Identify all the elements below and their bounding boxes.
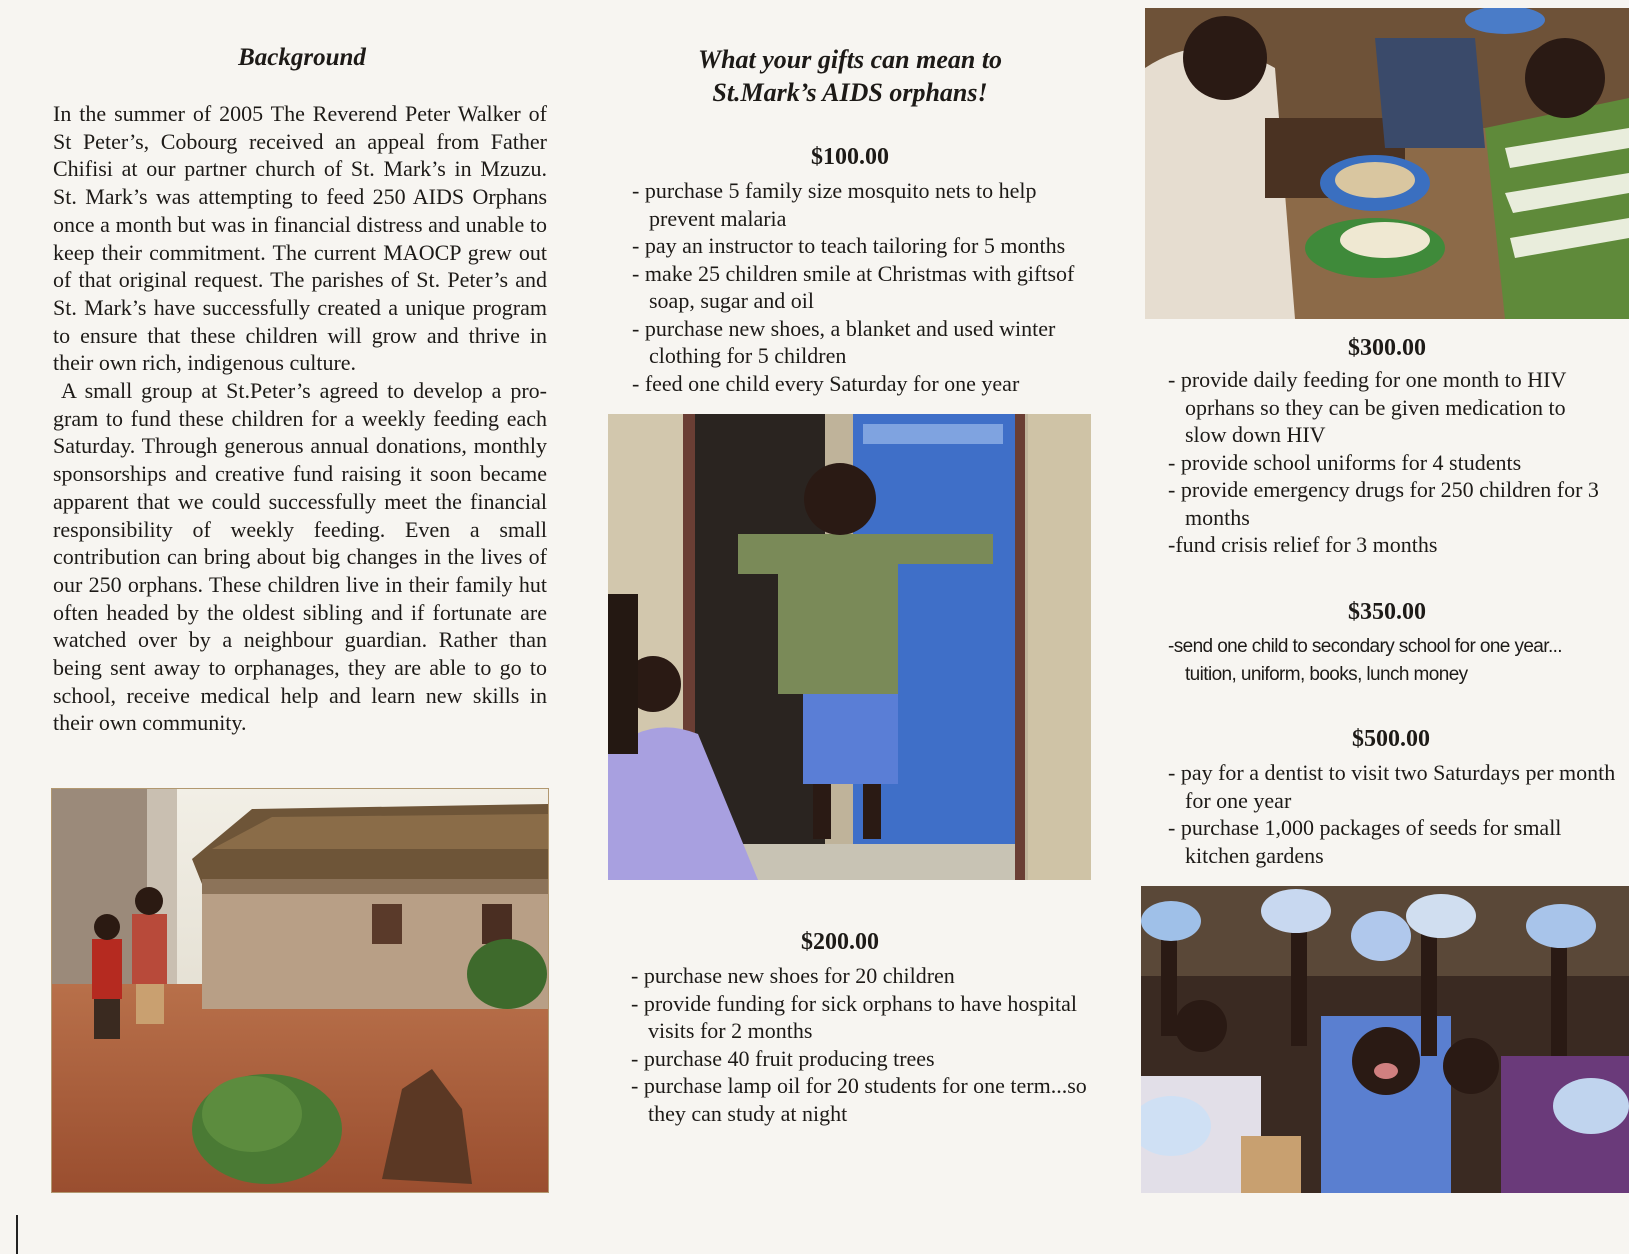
list-item: - pay for a dentist to visit two Saturdays per month for one year: [1168, 760, 1616, 813]
list-item: - make 25 children smile at Christmas with giftsof soap, sugar and oil: [632, 260, 1075, 313]
list-item: - purchase 5 family size mosquito nets to help prevent malaria: [632, 178, 1037, 231]
list-item: -fund crisis relief for 3 months: [1168, 532, 1438, 557]
background-paragraph-1: In the summer of 2005 The Reverend Peter Walker of St Peter’s, Cobourg received an appeal from Father Chifisi at our partner church of St. Mark’s in Mzuzu. St. Mark’s was attempting to feed 250 AIDS Orphans once a month but was in financial distress and unable to keep their commitment. The current MAOCP grew out of that original request. The parishes of St. Peter’s and St. Mark’s have successfully created a unique program to ensure that these children will grow and thrive in their own rich, indigenous culture.: [53, 101, 547, 376]
list-item: - purchase 40 fruit producing trees: [631, 1045, 935, 1071]
list-item: - purchase new shoes for 20 children: [631, 963, 955, 988]
tier-items-100: [632, 177, 1092, 397]
tier-items-200: [631, 962, 1091, 1127]
list-item: - provide funding for sick orphans to have hospital visits for 2 months: [631, 990, 1078, 1043]
tier-amount-500: $500.00: [1352, 726, 1430, 752]
tier-items-350: [1168, 633, 1608, 688]
tier-items-500: [1168, 759, 1623, 869]
list-item: - provide school uniforms for 4 students: [1168, 449, 1522, 475]
list-item: - feed one child every Saturday for one year: [632, 370, 1020, 396]
child-in-doorway-photo: [608, 414, 1091, 880]
background-paragraph-2: A small group at St.Peter’s agreed to develop a pro-gram to fund these children for a weekly feeding each Saturday. Through generous annual donations, monthly sponsorships and creative fund raising it soon became apparent that we could successfully meet the financial responsibility of weekly feeding. Even a small contribution can bring about big changes in the lives of our 250 orphans. These children live in their family hut often headed by the oldest sibling and if fortunate are watched over by a neighbour guardian. Rather than being sent away to orphanages, they are able to go to school, receive medical help and learn new skills in their own community.: [53, 378, 547, 736]
list-item: - purchase lamp oil for 20 students for one term...so they can study at night: [631, 1073, 1087, 1126]
tier-amount-300: $300.00: [1348, 335, 1426, 361]
page-fold-edge: [16, 1215, 18, 1254]
tier-amount-200: $200.00: [801, 929, 879, 955]
background-heading: Background: [238, 44, 366, 71]
list-item: - provide emergency drugs for 250 children for 3 months: [1168, 477, 1599, 530]
list-item: - provide daily feeding for one month to HIV oprhans so they can be given medication to slow down HIV: [1168, 367, 1566, 447]
tier-items-300: [1168, 366, 1608, 559]
background-text: [53, 100, 547, 737]
list-item: - purchase 1,000 packages of seeds for small kitchen gardens: [1168, 815, 1562, 868]
list-item: -send one child to secondary school for one year... tuition, uniform, books, lunch money: [1168, 636, 1562, 685]
list-item: - pay an instructor to teach tailoring for 5 months: [632, 233, 1066, 258]
tier-amount-100: $100.00: [811, 144, 889, 170]
list-item: - purchase new shoes, a blanket and used winter clothing for 5 children: [632, 315, 1056, 368]
gifts-heading-line-2: St.Mark’s AIDS orphans!: [712, 78, 988, 107]
children-eating-photo: [1145, 8, 1629, 319]
tier-amount-350: $350.00: [1348, 599, 1426, 625]
gifts-heading-line-1: What your gifts can mean to: [697, 45, 1003, 74]
gifts-heading: [596, 43, 1104, 109]
children-celebrating-photo: [1141, 886, 1629, 1193]
village-hut-photo: [51, 788, 549, 1193]
